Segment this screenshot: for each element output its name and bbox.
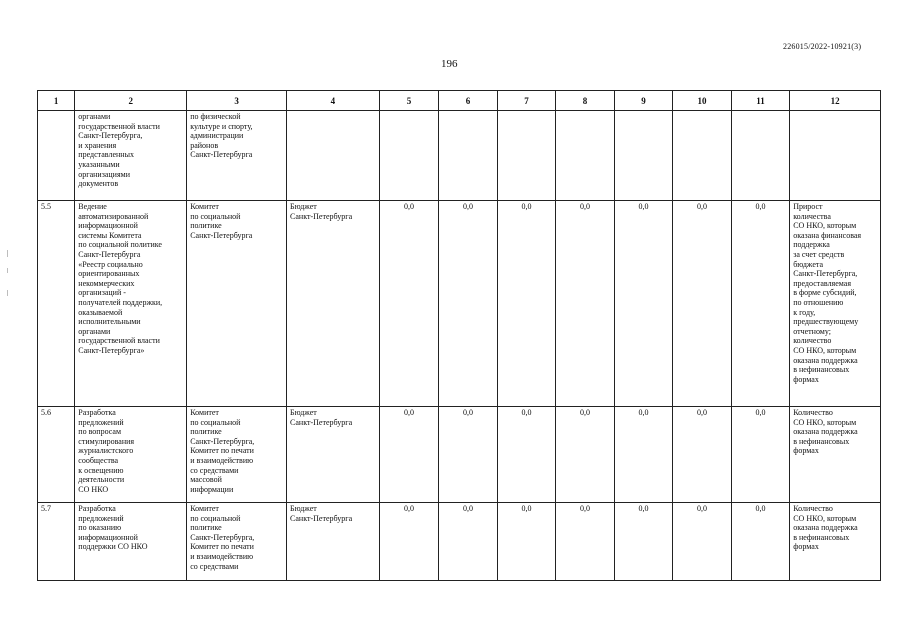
result-indicator [790, 111, 881, 201]
row-number [38, 111, 75, 201]
scan-margin-mark [7, 268, 8, 273]
program-activities-table [37, 90, 881, 581]
column-header: 4 [287, 91, 380, 111]
table-header-row [38, 91, 881, 111]
funding-value [497, 111, 555, 201]
column-header: 9 [614, 91, 672, 111]
funding-value: 0,0 [731, 201, 789, 407]
table-row [38, 201, 881, 407]
funding-source: Бюджет Санкт-Петербурга [287, 407, 380, 503]
column-header: 11 [731, 91, 789, 111]
funding-value: 0,0 [497, 407, 555, 503]
column-header: 1 [38, 91, 75, 111]
activity-name: Разработка предложений по вопросам стимулирования журналистского сообщества к освещению деятельности СО НКО [75, 407, 187, 503]
funding-value: 0,0 [439, 503, 497, 581]
result-indicator: Количество СО НКО, которым оказана поддержка в нефинансовых формах [790, 503, 881, 581]
funding-value: 0,0 [731, 407, 789, 503]
funding-source [287, 111, 380, 201]
table-row [38, 111, 881, 201]
row-number: 5.7 [38, 503, 75, 581]
row-number: 5.6 [38, 407, 75, 503]
funding-value: 0,0 [673, 201, 731, 407]
funding-value [614, 111, 672, 201]
activity-name: Разработка предложений по оказанию информационной поддержки СО НКО [75, 503, 187, 581]
funding-value: 0,0 [673, 503, 731, 581]
funding-value: 0,0 [439, 201, 497, 407]
column-header: 2 [75, 91, 187, 111]
result-indicator: Количество СО НКО, которым оказана поддержка в нефинансовых формах [790, 407, 881, 503]
scan-margin-mark [7, 250, 8, 257]
activity-name: Ведение автоматизированной информационной системы Комитета по социальной политике Санкт-Петербурга «Реестр социально ориентированных некоммерческих организаций - получателей поддержки, оказываемой исполнительными органами государственной власти Санкт-Петербурга» [75, 201, 187, 407]
funding-value [731, 111, 789, 201]
column-header: 3 [187, 91, 287, 111]
funding-source: Бюджет Санкт-Петербурга [287, 503, 380, 581]
funding-value: 0,0 [497, 503, 555, 581]
funding-value: 0,0 [614, 407, 672, 503]
funding-value: 0,0 [379, 503, 438, 581]
result-indicator: Прирост количества СО НКО, которым оказана финансовая поддержка за счет средств бюджета Санкт-Петербурга, предоставляемая в форме субсидий, по отношению к году, предшествующему отчетному; количество СО НКО, которым оказана поддержка в нефинансовых формах [790, 201, 881, 407]
funding-value [439, 111, 497, 201]
responsible-executor: Комитет по социальной политике Санкт-Петербурга, Комитет по печати и взаимодействию со средствами [187, 503, 287, 581]
funding-value: 0,0 [731, 503, 789, 581]
funding-value: 0,0 [556, 407, 614, 503]
column-header: 10 [673, 91, 731, 111]
funding-value: 0,0 [673, 407, 731, 503]
responsible-executor: по физической культуре и спорту, администрации районов Санкт-Петербурга [187, 111, 287, 201]
page-number: 196 [441, 58, 458, 70]
funding-value [379, 111, 438, 201]
responsible-executor: Комитет по социальной политике Санкт-Петербурга, Комитет по печати и взаимодействию со средствами массовой информации [187, 407, 287, 503]
funding-value: 0,0 [439, 407, 497, 503]
table-row [38, 503, 881, 581]
funding-value: 0,0 [614, 503, 672, 581]
activity-name: органами государственной власти Санкт-Петербурга, и хранения представленных указанными организациями документов [75, 111, 187, 201]
funding-value: 0,0 [614, 201, 672, 407]
funding-value: 0,0 [379, 407, 438, 503]
funding-value [556, 111, 614, 201]
funding-source: Бюджет Санкт-Петербурга [287, 201, 380, 407]
funding-value: 0,0 [497, 201, 555, 407]
funding-value [673, 111, 731, 201]
column-header: 8 [556, 91, 614, 111]
funding-value: 0,0 [556, 201, 614, 407]
row-number: 5.5 [38, 201, 75, 407]
column-header: 5 [379, 91, 438, 111]
column-header: 6 [439, 91, 497, 111]
column-header: 12 [790, 91, 881, 111]
funding-value: 0,0 [379, 201, 438, 407]
responsible-executor: Комитет по социальной политике Санкт-Петербурга [187, 201, 287, 407]
funding-value: 0,0 [556, 503, 614, 581]
document-registration-number: 226015/2022-10921(3) [783, 42, 862, 51]
scan-margin-mark [7, 290, 8, 296]
column-header: 7 [497, 91, 555, 111]
table-row [38, 407, 881, 503]
